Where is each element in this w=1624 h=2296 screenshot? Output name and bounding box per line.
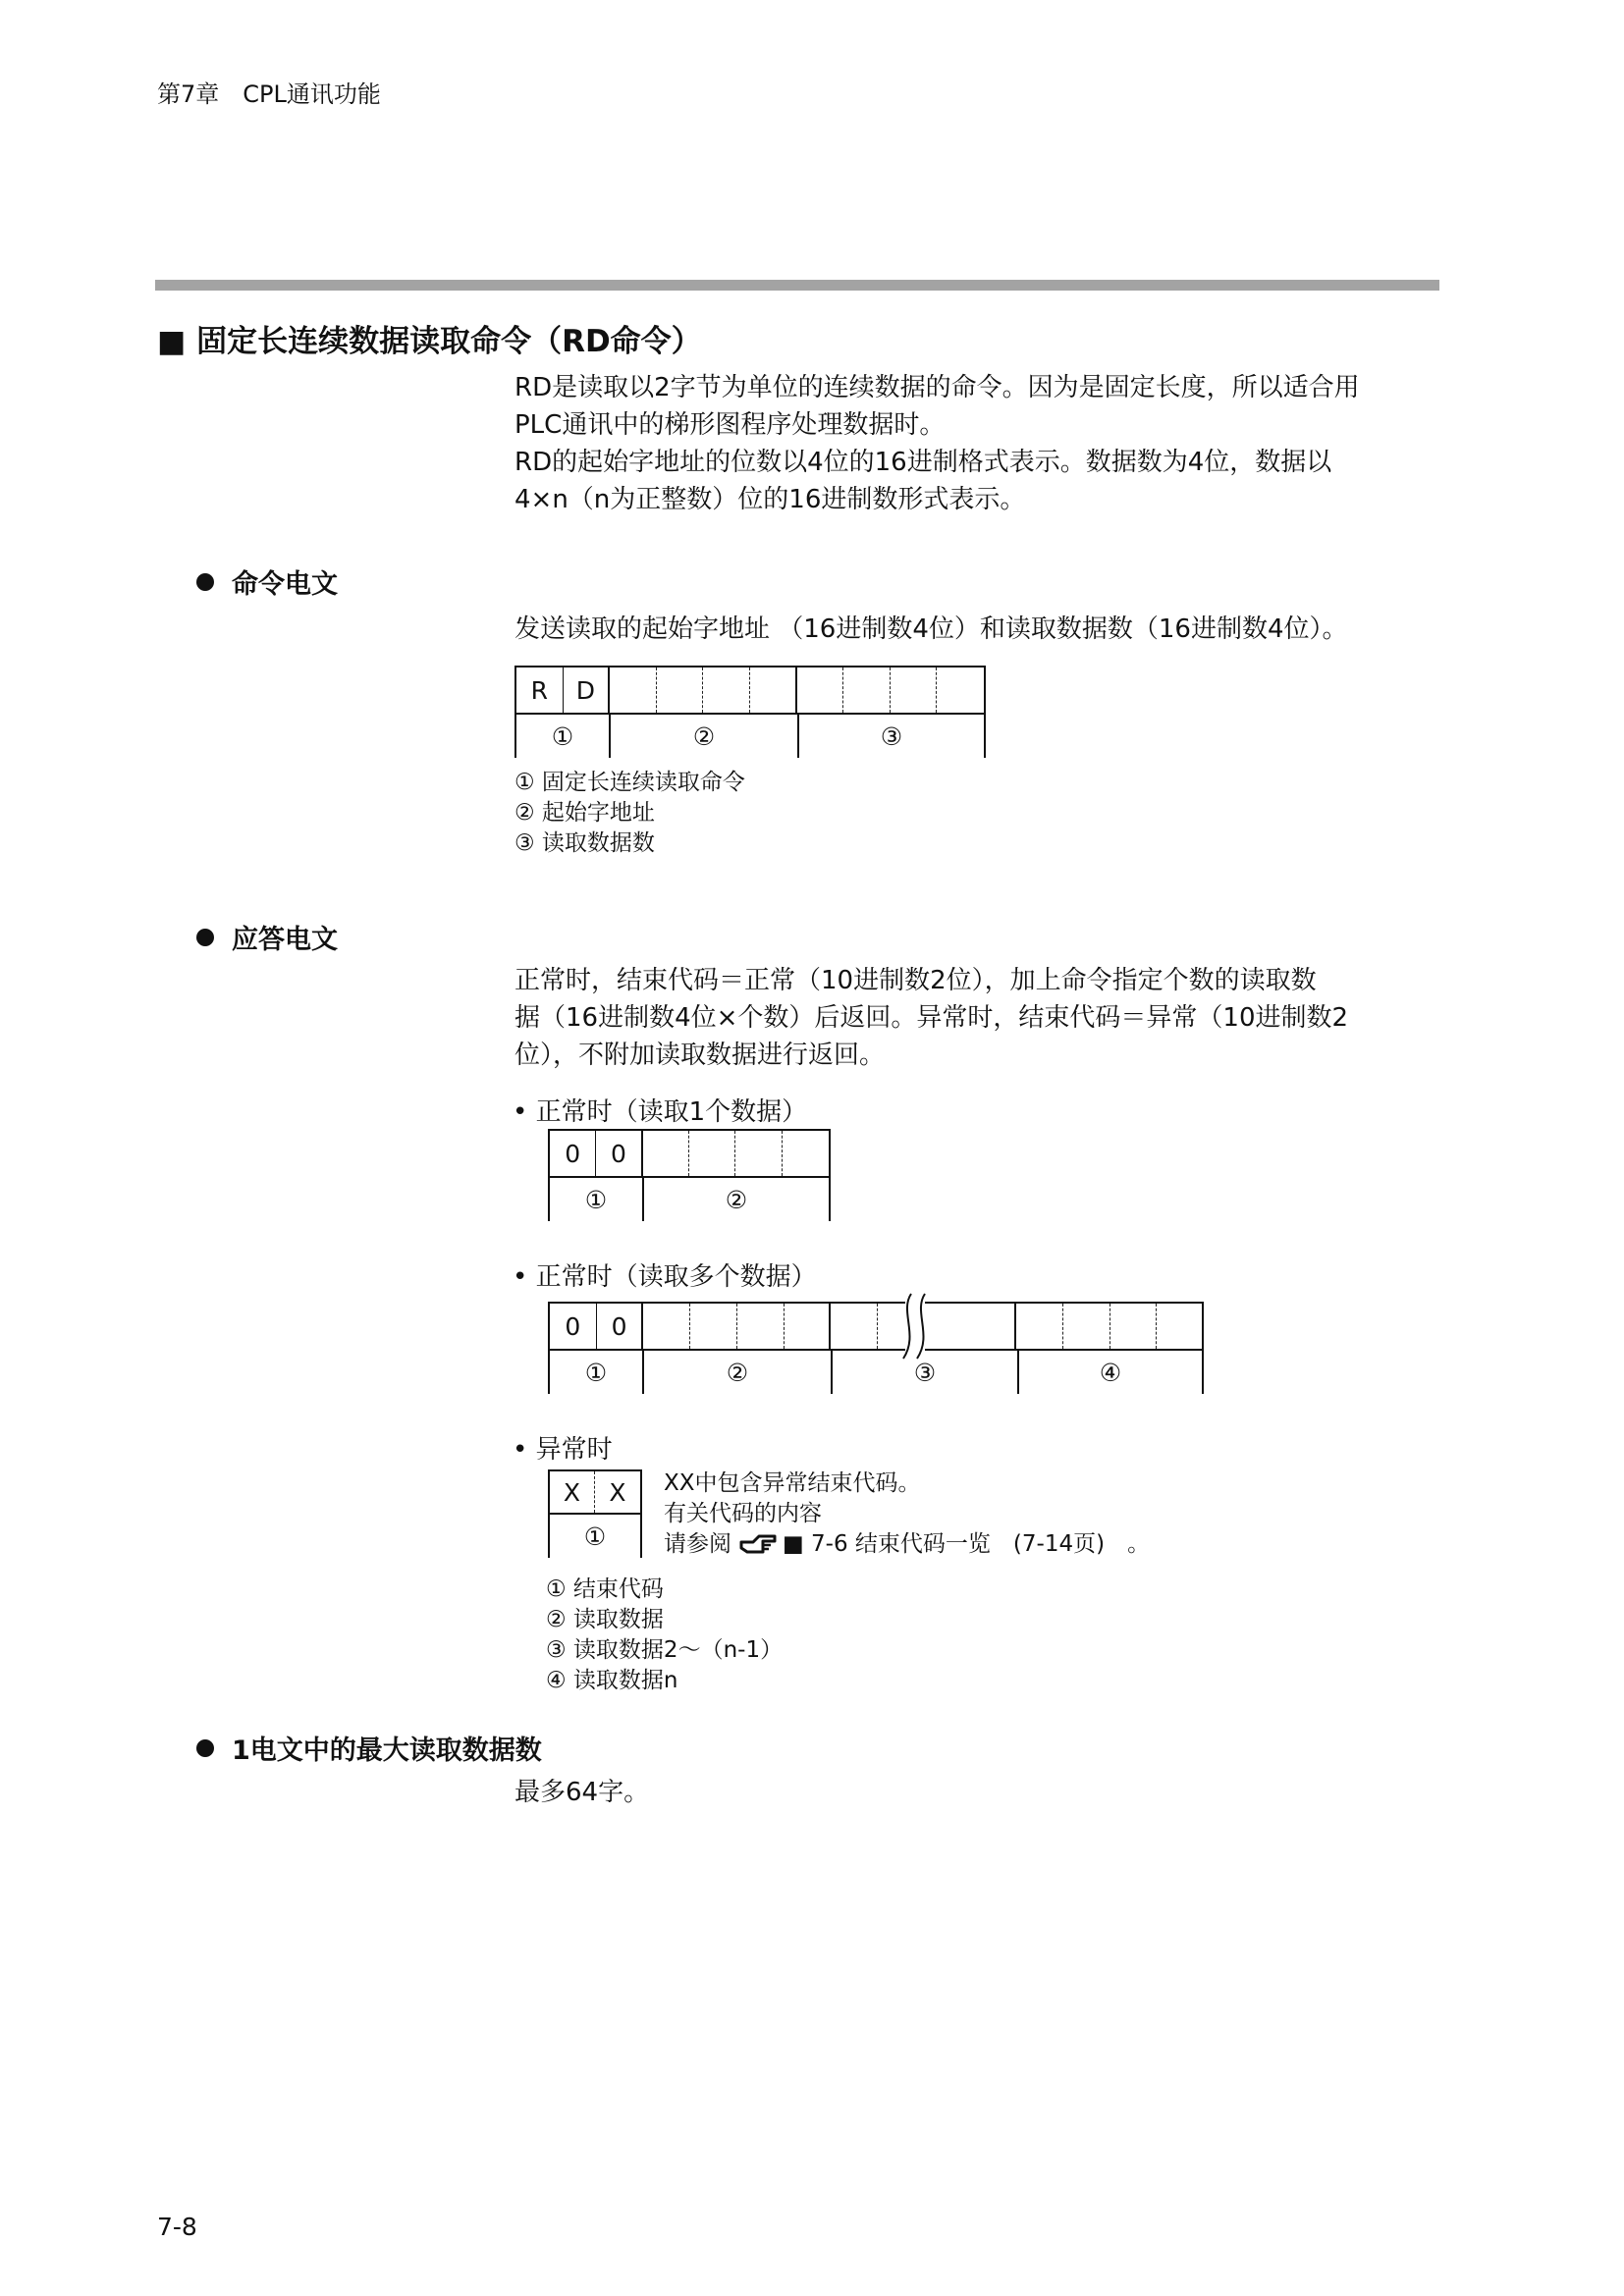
frame-cell [831, 1304, 878, 1349]
intro-line: 4×n（n为正整数）位的16进制数形式表示。 [514, 485, 1026, 514]
frame-cell: R [516, 667, 564, 713]
frame-cell [610, 667, 657, 713]
frame-cell [657, 667, 704, 713]
frame-cell: 0 [550, 1131, 596, 1176]
response-line: 位），不附加读取数据进行返回。 [514, 1041, 886, 1070]
reference-link[interactable]: ■ 7-6 结束代码一览 (7-14页) 。 [783, 1531, 1151, 1557]
field-marker: ① [548, 1351, 642, 1394]
frame-cell [750, 667, 797, 713]
frame-cell: 0 [597, 1304, 644, 1349]
case-normal-multi-label: • 正常时（读取多个数据） [513, 1262, 817, 1292]
frame-cell [1157, 1304, 1202, 1349]
error-note-line: XX中包含异常结束代码。 [664, 1470, 921, 1496]
field-marker: ② [642, 1351, 831, 1394]
frame-cell: 0 [596, 1131, 642, 1176]
section-divider [155, 280, 1439, 291]
field-marker: ① [514, 715, 609, 758]
intro-line: PLC通讯中的梯形图程序处理数据时。 [514, 410, 946, 440]
error-note-line: 有关代码的内容 [664, 1501, 822, 1526]
reference-line: 请参阅 ■ 7-6 结束代码一览 (7-14页) 。 [664, 1529, 1150, 1565]
filled-circle-icon [196, 1739, 214, 1757]
field-marker: ② [609, 715, 797, 758]
intro-paragraph [514, 369, 1360, 518]
frame-cell [689, 1131, 735, 1176]
max-read-heading: 1电文中的最大读取数据数 [196, 1729, 542, 1767]
intro-line: RD是读取以2字节为单位的连续数据的命令。因为是固定长度，所以适合用 [514, 373, 1360, 402]
legend-item: ② 起始字地址 [514, 800, 655, 826]
frame-cell: D [564, 667, 611, 713]
response-frame-single [548, 1129, 831, 1178]
command-description: 发送读取的起始字地址 （16进制数4位）和读取数据数（16进制数4位）。 [514, 614, 1348, 644]
error-note [664, 1468, 1150, 1565]
command-frame [514, 666, 986, 715]
frame-cell [891, 667, 938, 713]
response-multi-bracket [548, 1351, 1204, 1394]
frame-cell [937, 667, 984, 713]
field-marker: ① [548, 1178, 642, 1221]
response-legend [546, 1575, 783, 1696]
frame-cell [969, 1304, 1016, 1349]
command-legend [514, 768, 745, 859]
legend-item: ② 读取数据 [546, 1607, 664, 1632]
frame-cell [797, 667, 844, 713]
case-error-label: • 异常时 [513, 1435, 613, 1465]
chapter-header: 第7章 CPL通讯功能 [157, 80, 381, 108]
frame-cell [690, 1304, 737, 1349]
frame-cell [783, 1131, 829, 1176]
frame-cell [703, 667, 750, 713]
response-line: 正常时，结束代码＝正常（10进制数2位），加上命令指定个数的读取数 [514, 966, 1317, 995]
frame-cell [1016, 1304, 1063, 1349]
section-title: ■ 固定长连续数据读取命令（RD命令） [157, 324, 702, 359]
response-single-bracket [548, 1178, 831, 1221]
frame-cell: 0 [550, 1304, 597, 1349]
response-frame-error [548, 1469, 642, 1515]
response-description [514, 962, 1348, 1074]
legend-item: ① 结束代码 [546, 1576, 664, 1602]
case-normal-single-label: • 正常时（读取1个数据） [513, 1097, 808, 1127]
field-marker: ④ [1017, 1351, 1204, 1394]
frame-cell [1110, 1304, 1158, 1349]
response-frame-multi [548, 1302, 1204, 1351]
command-heading: 命令电文 [196, 562, 338, 601]
legend-item: ① 固定长连续读取命令 [514, 770, 745, 795]
field-marker: ③ [831, 1351, 1017, 1394]
frame-cell: X [550, 1471, 595, 1513]
field-marker: ③ [797, 715, 986, 758]
response-error-bracket [548, 1515, 642, 1558]
response-heading: 应答电文 [196, 918, 338, 956]
filled-circle-icon [196, 929, 214, 946]
frame-cell [737, 1304, 785, 1349]
frame-cell: X [609, 1477, 626, 1507]
frame-cell [735, 1131, 782, 1176]
legend-item: ④ 读取数据n [546, 1668, 678, 1693]
frame-cell [785, 1304, 832, 1349]
filled-circle-icon [196, 573, 214, 591]
field-marker: ① [548, 1515, 642, 1558]
intro-line: RD的起始字地址的位数以4位的16进制格式表示。数据数为4位，数据以 [514, 448, 1332, 477]
frame-cell [643, 1304, 690, 1349]
legend-item: ③ 读取数据2～（n-1） [546, 1637, 784, 1663]
frame-cell [643, 1131, 689, 1176]
page-number: 7-8 [157, 2213, 197, 2241]
frame-cell [1063, 1304, 1110, 1349]
field-marker: ② [642, 1178, 831, 1221]
response-line: 据（16进制数4位×个数）后返回。异常时，结束代码＝异常（10进制数2 [514, 1003, 1349, 1033]
frame-cell [843, 667, 891, 713]
legend-item: ③ 读取数据数 [514, 830, 655, 856]
max-read-description: 最多64字。 [514, 1778, 650, 1807]
pointing-hand-icon [739, 1532, 777, 1565]
command-field-bracket [514, 715, 986, 758]
